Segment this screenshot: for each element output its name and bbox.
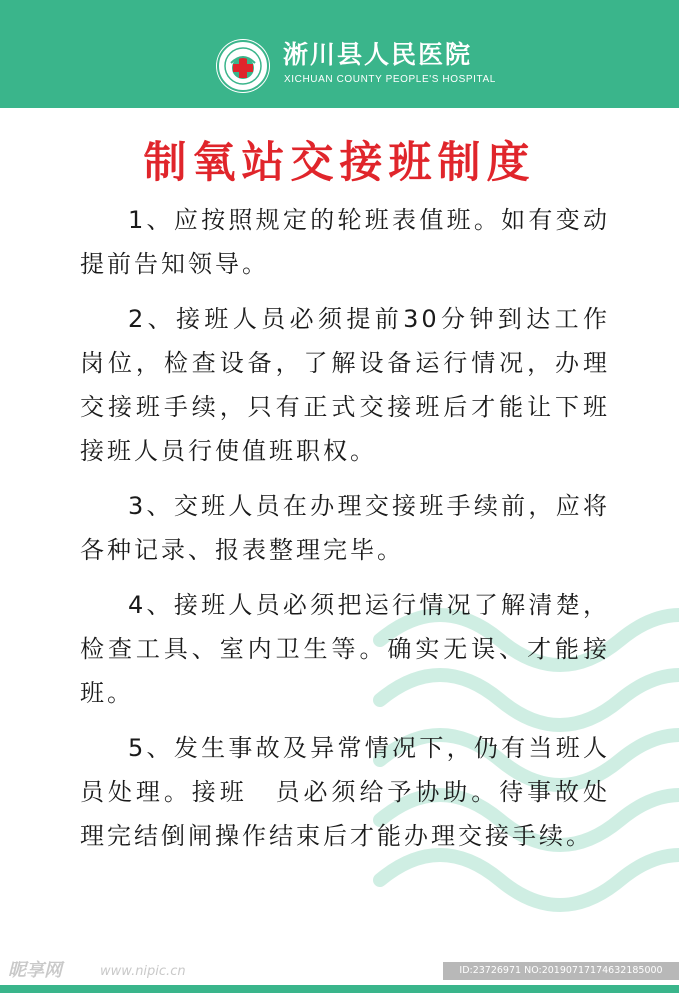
red-cross-logo-icon <box>216 39 270 93</box>
image-id-bar: ID:23726971 NO:20190717174632185000 <box>443 962 679 980</box>
rule-paragraph-5: 5、发生事故及异常情况下，仍有当班人员处理。接班 员必须给予协助。待事故处理完结倒闸操作结束后才能办理交接手续。 <box>80 734 610 850</box>
watermark-brand: 昵享网 <box>8 960 62 981</box>
hospital-logo <box>216 39 270 93</box>
rule-paragraph-4: 4、接班人员必须把运行情况了解清楚，检查工具、室内卫生等。确实无误、才能接班。 <box>80 591 610 707</box>
hospital-name-en: XICHUAN COUNTY PEOPLE'S HOSPITAL <box>284 74 496 85</box>
document-title: 制氧站交接班制度 <box>143 138 536 188</box>
header-bar <box>0 0 679 108</box>
watermark-url: www.nipic.cn <box>100 964 186 979</box>
rule-paragraph-1: 1、应按照规定的轮班表值班。如有变动提前告知领导。 <box>80 206 610 278</box>
rule-paragraph-3: 3、交班人员在办理交接班手续前，应将各种记录、报表整理完毕。 <box>80 492 610 564</box>
document-body <box>80 198 610 869</box>
bottom-bar <box>0 985 679 993</box>
rule-paragraph-2: 2、接班人员必须提前30分钟到达工作岗位，检查设备，了解设备运行情况，办理交接班手续，只有正式交接班后才能让下班接班人员行使值班职权。 <box>80 305 610 465</box>
hospital-name-cn: 淅川县人民医院 <box>283 40 473 69</box>
